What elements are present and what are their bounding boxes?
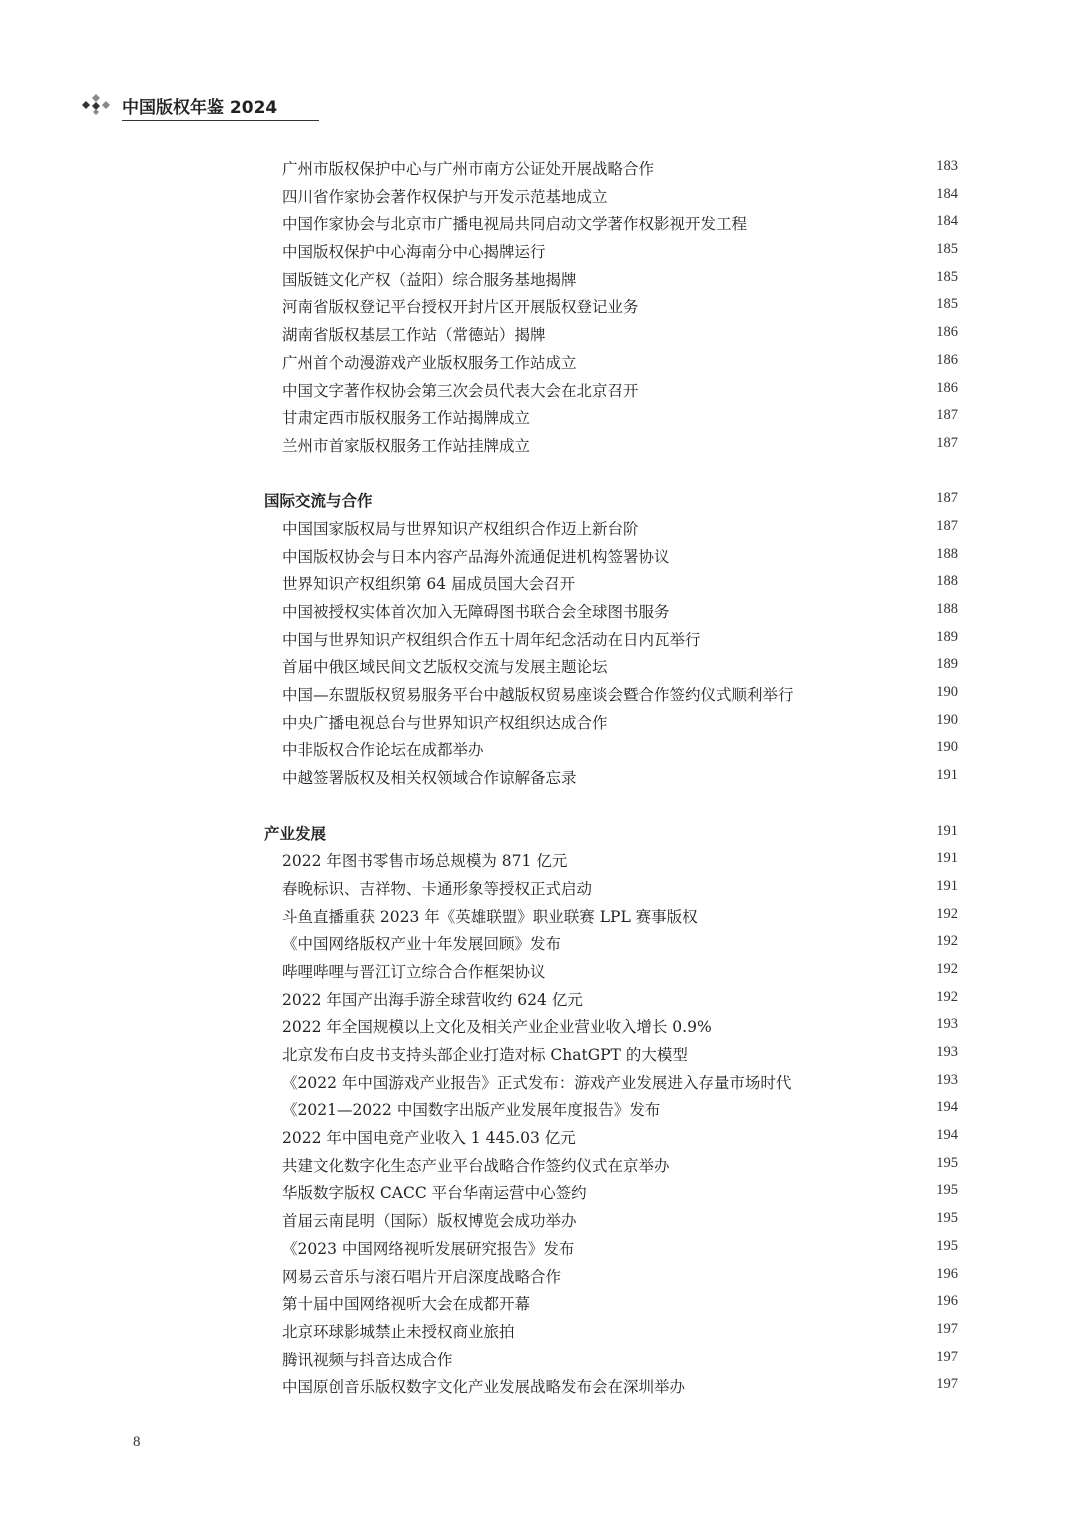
entry-title: 哔哩哔哩与晋江订立综合合作框架协议: [282, 962, 546, 981]
toc-entry[interactable]: [0, 598, 1080, 626]
entry-page: 197: [936, 1376, 958, 1393]
entry-page: 189: [936, 656, 958, 673]
entry-page: 192: [936, 988, 958, 1005]
section-page: 191: [936, 822, 958, 839]
entry-title: 湖南省版权基层工作站（常德站）揭牌: [282, 326, 546, 345]
entry-page: 186: [936, 324, 958, 341]
toc-entry[interactable]: [0, 709, 1080, 737]
toc-entry[interactable]: [0, 930, 1080, 958]
entry-title: 春晚标识、吉祥物、卡通形象等授权正式启动: [282, 879, 593, 898]
section-gap: [0, 792, 1080, 820]
toc-entry[interactable]: [0, 321, 1080, 349]
toc-entry[interactable]: [0, 626, 1080, 654]
entry-title: 网易云音乐与滚石唱片开启深度战略合作: [282, 1267, 562, 1286]
section-gap: [0, 460, 1080, 488]
entry-page: 192: [936, 905, 958, 922]
entry-title: 中央广播电视总台与世界知识产权组织达成合作: [282, 713, 608, 732]
toc-entry[interactable]: [0, 543, 1080, 571]
entry-page: 187: [936, 407, 958, 424]
page-number: 8: [133, 1434, 141, 1450]
entry-title: 中国—东盟版权贸易服务平台中越版权贸易座谈会暨合作签约仪式顺利举行: [282, 686, 794, 705]
entry-title: 甘肃定西市版权服务工作站揭牌成立: [282, 409, 531, 428]
entry-page: 194: [936, 1099, 958, 1116]
entry-title: 《2021—2022 中国数字出版产业发展年度报告》发布: [282, 1101, 661, 1120]
toc-group-2: [0, 515, 1080, 792]
entry-title: 中国被授权实体首次加入无障碍图书联合会全球图书服务: [282, 603, 670, 621]
entry-title: 首届云南昆明（国际）版权博览会成功举办: [282, 1212, 577, 1231]
entry-title: 《2023 中国网络视听发展研究报告》发布: [282, 1239, 575, 1258]
entry-title: 2022 年全国规模以上文化及相关产业企业营业收入增长 0.9%: [282, 1018, 712, 1037]
toc-entry[interactable]: [0, 1235, 1080, 1263]
toc-entry[interactable]: [0, 238, 1080, 266]
toc-entry[interactable]: [0, 1179, 1080, 1207]
entry-title: 斗鱼直播重获 2023 年《英雄联盟》职业联赛 LPL 赛事版权: [282, 907, 698, 926]
table-of-contents: [0, 155, 1080, 1401]
section-page: 187: [936, 490, 958, 507]
toc-entry[interactable]: [0, 875, 1080, 903]
toc-entry[interactable]: [0, 1263, 1080, 1291]
entry-title: 腾讯视频与抖音达成合作: [282, 1350, 453, 1369]
entry-page: 188: [936, 601, 958, 617]
entry-title: 中国作家协会与北京市广播电视局共同启动文学著作权影视开发工程: [282, 215, 748, 234]
toc-entry[interactable]: [0, 1318, 1080, 1346]
toc-entry[interactable]: [0, 1207, 1080, 1235]
toc-entry[interactable]: [0, 570, 1080, 598]
section-title: 国际交流与合作: [264, 492, 373, 511]
toc-entry[interactable]: [0, 266, 1080, 294]
entry-page: 186: [936, 351, 958, 368]
entry-title: 兰州市首家版权服务工作站挂牌成立: [282, 436, 531, 455]
entry-title: 《2022 年中国游戏产业报告》正式发布：游戏产业发展进入存量市场时代: [282, 1073, 792, 1092]
entry-page: 192: [936, 933, 958, 950]
entry-page: 195: [936, 1182, 958, 1199]
entry-page: 190: [936, 711, 958, 728]
toc-entry[interactable]: [0, 1096, 1080, 1124]
entry-page: 183: [936, 158, 958, 174]
toc-entry[interactable]: [0, 1373, 1080, 1401]
entry-page: 191: [936, 877, 958, 894]
section-title: 产业发展: [264, 824, 327, 843]
toc-section-heading[interactable]: [0, 820, 1080, 848]
entry-page: 188: [936, 545, 958, 562]
entry-title: 国版链文化产权（益阳）综合服务基地揭牌: [282, 270, 577, 289]
toc-entry[interactable]: [0, 515, 1080, 543]
toc-entry[interactable]: [0, 1013, 1080, 1041]
entry-title: 中国与世界知识产权组织合作五十周年纪念活动在日内瓦举行: [282, 630, 701, 649]
entry-page: 193: [936, 1016, 958, 1033]
entry-title: 中国原创音乐版权数字文化产业发展战略发布会在深圳举办: [282, 1378, 686, 1397]
toc-entry[interactable]: [0, 681, 1080, 709]
entry-title: 四川省作家协会著作权保护与开发示范基地成立: [282, 187, 608, 206]
toc-entry[interactable]: [0, 847, 1080, 875]
entry-title: 华版数字版权 CACC 平台华南运营中心签约: [282, 1184, 587, 1203]
entry-title: 第十届中国网络视听大会在成都开幕: [282, 1295, 531, 1314]
toc-entry[interactable]: [0, 1290, 1080, 1318]
entry-page: 188: [936, 573, 958, 590]
entry-page: 186: [936, 379, 958, 396]
toc-entry[interactable]: [0, 404, 1080, 432]
toc-entry[interactable]: [0, 653, 1080, 681]
toc-entry[interactable]: [0, 986, 1080, 1014]
entry-title: 中国文字著作权协会第三次会员代表大会在北京召开: [282, 381, 639, 400]
entry-title: 中国国家版权局与世界知识产权组织合作迈上新台阶: [282, 519, 639, 538]
entry-title: 中非版权合作论坛在成都举办: [282, 741, 484, 760]
toc-entry[interactable]: [0, 1124, 1080, 1152]
entry-page: 189: [936, 628, 958, 645]
entry-page: 197: [936, 1348, 958, 1365]
entry-title: 共建文化数字化生态产业平台战略合作签约仪式在京举办: [282, 1156, 670, 1175]
toc-entry[interactable]: [0, 155, 1080, 183]
entry-title: 广州首个动漫游戏产业版权服务工作站成立: [282, 353, 577, 372]
diamond-cluster-icon: [82, 94, 110, 116]
toc-entry[interactable]: [0, 293, 1080, 321]
entry-page: 196: [936, 1265, 958, 1282]
toc-entry[interactable]: [0, 764, 1080, 792]
entry-page: 185: [936, 296, 958, 313]
entry-page: 184: [936, 213, 958, 230]
entry-page: 187: [936, 517, 958, 534]
entry-title: 2022 年中国电竞产业收入 1 445.03 亿元: [282, 1129, 576, 1148]
entry-page: 190: [936, 684, 958, 701]
toc-entry[interactable]: [0, 1041, 1080, 1069]
entry-title: 广州市版权保护中心与广州市南方公证处开展战略合作: [282, 160, 655, 178]
toc-entry[interactable]: [0, 1152, 1080, 1180]
entry-page: 193: [936, 1071, 958, 1088]
toc-entry[interactable]: [0, 210, 1080, 238]
entry-page: 185: [936, 268, 958, 285]
entry-title: 世界知识产权组织第 64 届成员国大会召开: [282, 575, 576, 594]
toc-entry[interactable]: [0, 1346, 1080, 1374]
entry-page: 190: [936, 739, 958, 756]
entry-page: 196: [936, 1293, 958, 1310]
entry-title: 中国版权保护中心海南分中心揭牌运行: [282, 243, 546, 262]
entry-title: 2022 年国产出海手游全球营收约 624 亿元: [282, 990, 583, 1009]
toc-entry[interactable]: [0, 958, 1080, 986]
toc-section-heading[interactable]: [0, 487, 1080, 515]
entry-page: 185: [936, 241, 958, 258]
toc-entry[interactable]: [0, 432, 1080, 460]
entry-title: 中国版权协会与日本内容产品海外流通促进机构签署协议: [282, 547, 670, 566]
entry-page: 197: [936, 1320, 958, 1337]
entry-title: 中越签署版权及相关权领域合作谅解备忘录: [282, 769, 577, 788]
entry-page: 194: [936, 1127, 958, 1144]
entry-page: 187: [936, 434, 958, 451]
entry-title: 首届中俄区域民间文艺版权交流与发展主题论坛: [282, 658, 608, 677]
toc-group-3: [0, 847, 1080, 1401]
entry-title: 北京环球影城禁止未授权商业旅拍: [282, 1322, 515, 1341]
entry-page: 195: [936, 1154, 958, 1171]
toc-entry[interactable]: [0, 349, 1080, 377]
toc-entry[interactable]: [0, 903, 1080, 931]
entry-page: 195: [936, 1237, 958, 1254]
header-rule: [122, 120, 319, 121]
entry-page: 191: [936, 850, 958, 867]
entry-page: 184: [936, 185, 958, 202]
entry-title: 2022 年图书零售市场总规模为 871 亿元: [282, 852, 568, 871]
entry-page: 195: [936, 1210, 958, 1227]
toc-entry[interactable]: [0, 183, 1080, 211]
entry-page: 192: [936, 960, 958, 977]
entry-page: 193: [936, 1044, 958, 1060]
header-title: 中国版权年鉴 2024: [122, 98, 278, 118]
toc-entry[interactable]: [0, 1069, 1080, 1097]
toc-entry[interactable]: [0, 736, 1080, 764]
entry-title: 《中国网络版权产业十年发展回顾》发布: [282, 935, 562, 954]
toc-group-1: [0, 155, 1080, 460]
entry-page: 191: [936, 767, 958, 784]
toc-entry[interactable]: [0, 377, 1080, 405]
entry-title: 北京发布白皮书支持头部企业打造对标 ChatGPT 的大模型: [282, 1046, 688, 1064]
entry-title: 河南省版权登记平台授权开封片区开展版权登记业务: [282, 298, 639, 317]
